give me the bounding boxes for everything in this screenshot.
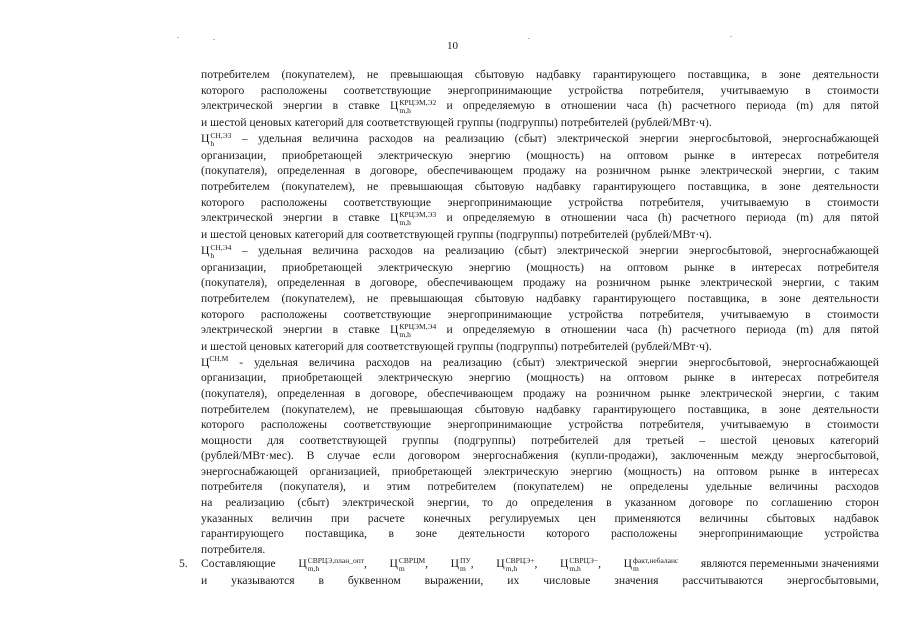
text-line: (рублей/МВт·мес). В случае если договором энергоснабжения (купли-продажи), заключенным между энергосбытовой, xyxy=(201,449,879,463)
symbol-subscript: m xyxy=(398,564,405,573)
symbol-indices xyxy=(210,244,231,260)
text-fragment: Составляющие xyxy=(201,557,276,570)
symbol-ts: Ц xyxy=(390,211,399,225)
word: и xyxy=(201,574,208,587)
definition-line xyxy=(201,243,879,260)
rate-line xyxy=(201,98,879,115)
text-line: организации, приобретающей электрическую энергию (мощность) на оптовом рынке в интересах потребителя xyxy=(201,260,879,274)
symbol-superscript: СВРЦЭ,план_опт xyxy=(307,556,364,565)
item5-line-2 xyxy=(201,573,879,589)
word: энергосбытовыми, xyxy=(786,574,879,587)
symbol-subscript: m,h xyxy=(307,564,320,573)
symbol-superscript: СН,Э4 xyxy=(210,242,232,252)
symbol-subscript: h xyxy=(210,138,215,148)
symbol-superscript: КРЦЭМ,Э4 xyxy=(399,322,437,332)
symbol-indices xyxy=(399,323,436,339)
symbol-subscript: m xyxy=(460,564,466,573)
text-line: (покупателя), определенная в договоре, обеспечивающем продажу на розничном рынке электрической энергии, с таким xyxy=(201,276,879,290)
word: рассчитываются xyxy=(682,574,763,587)
symbol-indices xyxy=(569,557,598,573)
list-item-number: 5. xyxy=(179,557,188,570)
text-line: которого расположены соответствующие энергопринимающие устройства потребителя, учитываемую в стоимости xyxy=(201,83,879,97)
formula-symbol: Ц СВРЦЭ− m,h , xyxy=(559,556,602,573)
text-line: и шестой ценовых категорий для соответствующей группы (подгруппы) потребителей (рублей/МВт·ч). xyxy=(201,116,712,130)
symbol-superscript: СН,М xyxy=(209,353,229,363)
text-fragment: являются переменными значениями xyxy=(700,557,879,570)
text-line: которого расположены соответствующие энергопринимающие устройства потребителя, учитываемую в стоимости xyxy=(201,418,879,432)
text-line: указанных величин при расчете конечных регулируемых цен применяются величины сбытовых надбавок xyxy=(201,511,879,525)
text-fragment: и определяемую в отношении часа (h) расчетного периода (m) для пятой xyxy=(446,211,880,225)
symbol-superscript: СВРЦЭ+ xyxy=(505,556,535,565)
text-line: мощности для соответствующей группы (подгруппы) потребителей для третьей – шестой ценовых категорий xyxy=(201,433,879,447)
word: их xyxy=(507,574,520,587)
symbol-subscript: m xyxy=(633,564,639,573)
symbol-superscript: факт,небаланс xyxy=(633,556,679,565)
symbol-ts: Ц xyxy=(201,355,210,369)
symbol-subscript: h xyxy=(210,250,215,260)
text-line: потребителя (покупателя), и этим потребителем (покупателем) не определены удельные величины расходов xyxy=(201,480,879,494)
symbol-indices xyxy=(399,211,436,227)
formula-symbol: Ц ПУ m , xyxy=(450,556,474,573)
word: указываются xyxy=(231,574,295,587)
symbol-ts: Ц xyxy=(298,557,307,570)
text-line: потребителем (покупателем), не превышающая сбытовую надбавку гарантирующего поставщика, в зоне деятельности xyxy=(201,68,879,81)
scan-speck xyxy=(213,39,215,40)
text-fragment: - удельная величина расходов на реализацию (сбыт) электрической энергии энергосбытовой, энергоснабжающей xyxy=(239,355,879,369)
symbol-superscript: СН,Э3 xyxy=(210,130,232,140)
symbol-indices xyxy=(308,557,364,573)
symbol-subscript: m,h xyxy=(505,564,518,573)
text-fragment: и определяемую в отношении часа (h) расчетного периода (m) для пятой xyxy=(446,99,880,113)
symbol-indices xyxy=(633,557,678,573)
word: в xyxy=(318,574,324,587)
list-item-5 xyxy=(201,556,879,589)
symbol-ts: Ц xyxy=(450,557,460,570)
symbol-subscript: m,h xyxy=(569,564,581,573)
scan-speck xyxy=(177,37,179,38)
symbol-ts: Ц xyxy=(389,557,398,570)
text-line: потребителем (покупателем), не превышающая сбытовую надбавку гарантирующего поставщика, в зоне деятельности xyxy=(201,179,879,193)
scan-speck xyxy=(730,36,732,37)
page-number: 10 xyxy=(447,40,458,52)
symbol-ts: Ц xyxy=(390,99,399,113)
symbol-ts: Ц xyxy=(623,557,633,570)
text-fragment: электрической энергии в ставке xyxy=(201,323,380,337)
symbol-ts: Ц xyxy=(496,557,505,570)
formula-symbol xyxy=(624,556,679,573)
word: значения xyxy=(614,574,659,587)
text-line: (покупателя), определенная в договоре, обеспечивающем продажу на розничном рынке электрической энергии, с таким xyxy=(201,164,879,178)
text-line: потребителем (покупателем), не превышающая сбытовую надбавку гарантирующего поставщика, в зоне деятельности xyxy=(201,291,879,305)
symbol-superscript: ПУ xyxy=(460,556,471,565)
symbol-ts: Ц xyxy=(201,131,210,145)
scan-speck xyxy=(528,38,530,39)
symbol-superscript: КРЦЭМ,Э3 xyxy=(399,210,437,220)
symbol-subscript: m,h xyxy=(399,330,411,340)
symbol-subscript: m,h xyxy=(399,106,411,116)
symbol-subscript: m,h xyxy=(399,218,411,228)
definition-line xyxy=(201,355,879,371)
text-line: энергоснабжающей организацией, приобретающей электрическую энергию (мощность) на оптовом рынке в интересах xyxy=(201,464,879,478)
text-fragment: – удельная величина расходов на реализацию (сбыт) электрической энергии энергосбытовой, энергоснабжающей xyxy=(241,243,879,257)
symbol-superscript: СВРЦЭ− xyxy=(569,556,599,565)
text-line: гарантирующего поставщика, в зоне деятельности которого расположены энергопринимающие устройства xyxy=(201,527,879,541)
word: буквенном xyxy=(347,574,401,587)
definition-line xyxy=(201,131,879,148)
text-line: на реализацию (сбыт) электрической энергии, то до определения в указанном договоре по соглашению сторон xyxy=(201,496,879,510)
text-line: которого расположены соответствующие энергопринимающие устройства потребителя, учитываемую в стоимости xyxy=(201,195,879,209)
item5-line-1 xyxy=(201,556,879,573)
symbol-indices xyxy=(399,99,436,115)
word: выражении, xyxy=(424,574,484,587)
text-line: потребителем (покупателем), не превышающая сбытовую надбавку гарантирующего поставщика, в зоне деятельности xyxy=(201,402,879,416)
text-fragment: – удельная величина расходов на реализацию (сбыт) электрической энергии энергосбытовой, энергоснабжающей xyxy=(241,131,879,145)
symbol-indices xyxy=(460,557,471,573)
document-body xyxy=(201,67,879,557)
text-fragment: электрической энергии в ставке xyxy=(201,211,380,225)
rate-line xyxy=(201,210,879,227)
symbol-indices xyxy=(210,132,231,148)
text-fragment: электрической энергии в ставке xyxy=(201,99,380,113)
word: числовые xyxy=(543,574,591,587)
text-line: организации, приобретающей электрическую энергию (мощность) на оптовом рынке в интересах потребителя xyxy=(201,148,879,162)
symbol-ts: Ц xyxy=(559,557,569,570)
formula-symbol: Ц СВРЦЭ+ m,h , xyxy=(496,556,538,573)
text-line: которого расположены соответствующие энергопринимающие устройства потребителя, учитываемую в стоимости xyxy=(201,307,879,321)
text-line: и шестой ценовых категорий для соответствующей группы (подгруппы) потребителей (рублей/МВт·ч). xyxy=(201,228,712,242)
symbol-superscript: КРЦЭМ,Э2 xyxy=(399,98,437,108)
text-line: и шестой ценовых категорий для соответствующей группы (подгруппы) потребителей (рублей/МВт·ч). xyxy=(201,340,712,354)
symbol-ts: Ц xyxy=(390,323,399,337)
text-fragment: и определяемую в отношении часа (h) расчетного периода (m) для пятой xyxy=(446,323,880,337)
rate-line xyxy=(201,322,879,339)
symbol-ts: Ц xyxy=(201,243,210,257)
symbol-superscript: СВРЦМ xyxy=(398,556,426,565)
symbol-indices xyxy=(506,557,535,573)
text-line: (покупателя), определенная в договоре, обеспечивающем продажу на розничном рынке электрической энергии, с таким xyxy=(201,386,879,400)
formula-symbol: Ц СВРЦЭ,план_опт m,h , xyxy=(298,556,367,573)
formula-symbol: Ц СВРЦМ m , xyxy=(389,556,429,573)
symbol-indices xyxy=(399,557,425,573)
text-line: потребителя. xyxy=(201,542,266,556)
text-line: организации, приобретающей электрическую энергию (мощность) на оптовом рынке в интересах потребителя xyxy=(201,371,879,385)
